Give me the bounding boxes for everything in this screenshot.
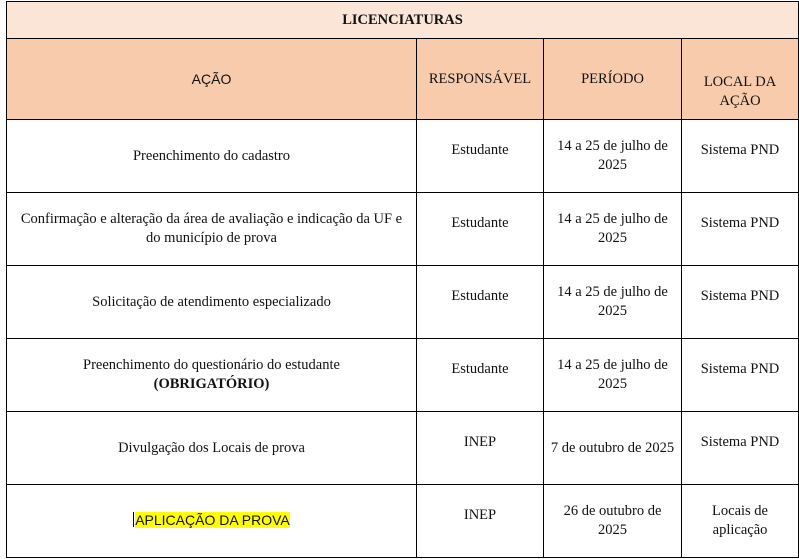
table-row (7, 193, 799, 266)
cell-periodo: 14 a 25 de julho de 2025 (544, 339, 682, 412)
schedule-table (6, 1, 799, 558)
cell-acao: Divulgação dos Locais de prova (7, 412, 417, 485)
cell-responsavel: INEP (417, 406, 544, 479)
cell-periodo: 7 de outubro de 2025 (544, 412, 682, 485)
cell-local: Sistema PND (682, 406, 799, 479)
header-row (7, 39, 799, 120)
cell-responsavel: Estudante (417, 333, 544, 406)
header-acao: AÇÃO (7, 39, 417, 120)
cell-acao (7, 339, 417, 412)
cell-responsavel: Estudante (417, 114, 544, 187)
header-local: LOCAL DA AÇÃO (682, 39, 799, 120)
cell-acao: Preenchimento do cadastro (7, 120, 417, 193)
table-row (7, 339, 799, 412)
highlighted-text[interactable]: APLICAÇÃO DA PROVA (135, 512, 290, 528)
cell-acao[interactable] (7, 485, 417, 558)
cell-acao: Confirmação e alteração da área de avaliação e indicação da UF e do município de prova (7, 193, 417, 266)
cell-periodo: 14 a 25 de julho de 2025 (544, 266, 682, 339)
cell-local: Sistema PND (682, 114, 799, 187)
cell-periodo: 14 a 25 de julho de 2025 (544, 120, 682, 193)
cell-periodo: 26 de outubro de 2025 (544, 485, 682, 558)
cell-acao: Solicitação de atendimento especializado (7, 266, 417, 339)
title-row (7, 2, 799, 39)
header-periodo: PERÍODO (544, 39, 682, 120)
table-row (7, 412, 799, 485)
cell-local: Locais de aplicação (682, 485, 799, 558)
cell-periodo: 14 a 25 de julho de 2025 (544, 193, 682, 266)
cell-local: Sistema PND (682, 187, 799, 260)
table-row (7, 485, 799, 558)
table-title: LICENCIATURAS (7, 2, 799, 39)
cell-local: Sistema PND (682, 260, 799, 333)
table-row (7, 120, 799, 193)
cell-local: Sistema PND (682, 333, 799, 406)
cell-responsavel: INEP (417, 479, 544, 552)
header-responsavel: RESPONSÁVEL (417, 39, 544, 120)
table-row (7, 266, 799, 339)
cell-responsavel: Estudante (417, 260, 544, 333)
cell-responsavel: Estudante (417, 187, 544, 260)
acao-bold-text: (OBRIGATÓRIO) (153, 376, 270, 392)
acao-text: Preenchimento do questionário do estudante (83, 357, 340, 373)
